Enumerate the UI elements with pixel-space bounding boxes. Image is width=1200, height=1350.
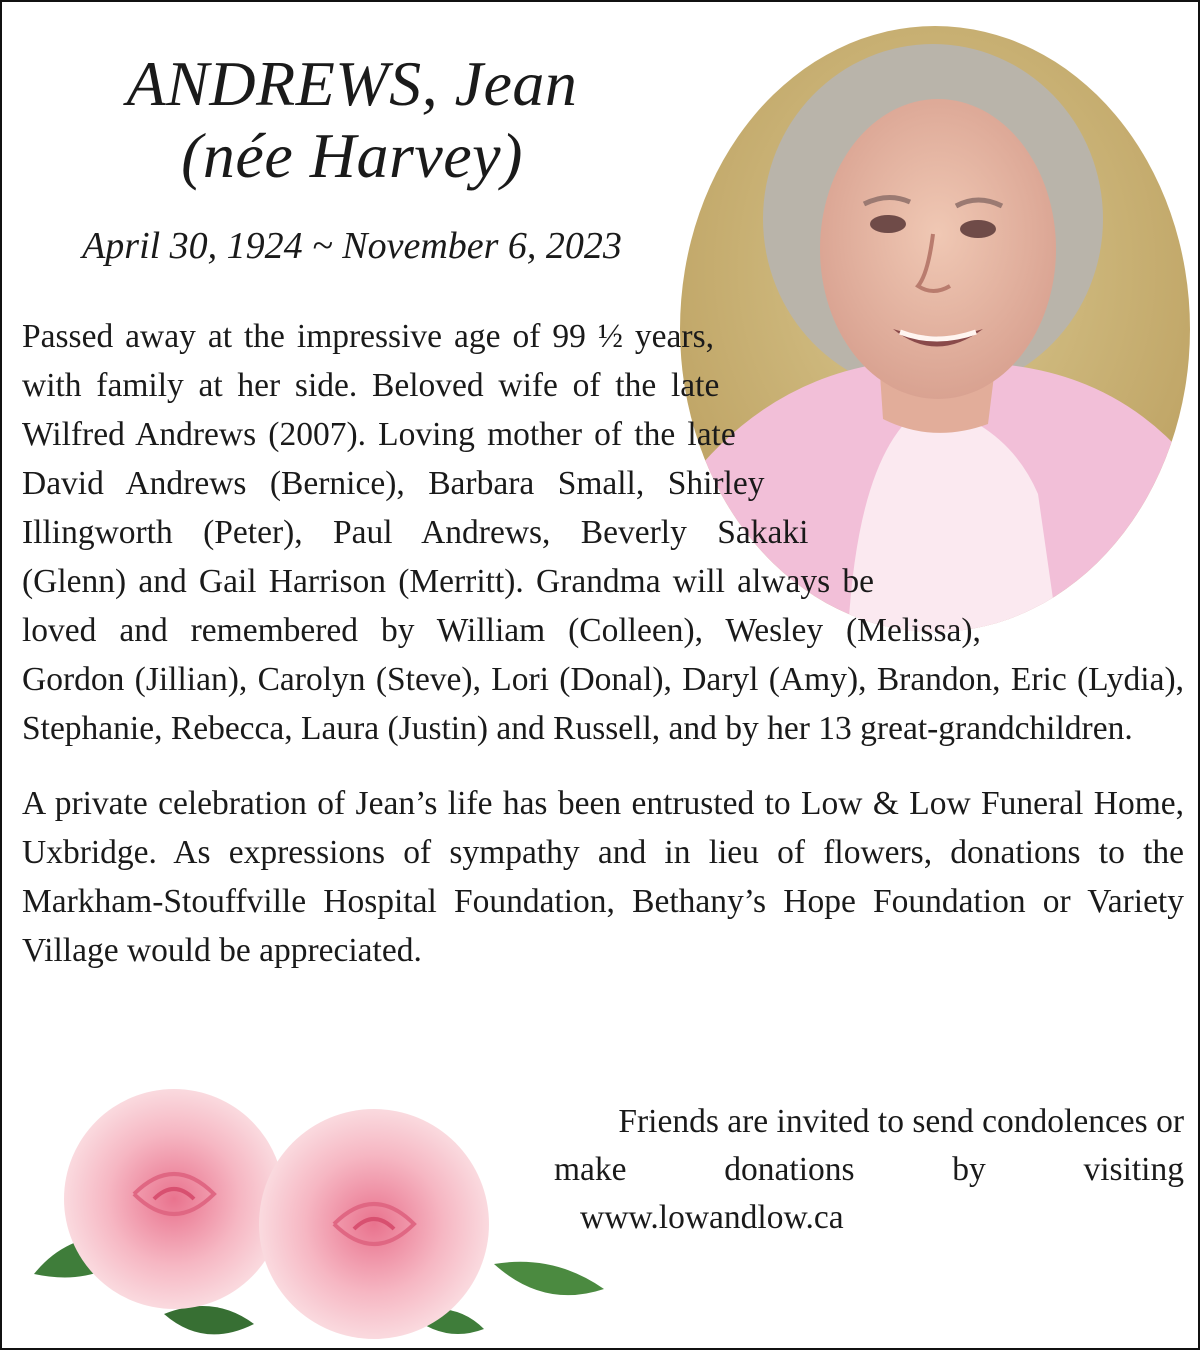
donations-line: make donations by visiting [554,1151,1184,1188]
obituary-paragraph-family: Passed away at the impressive age of 99 ½ years, with family at her side. Beloved wife of the late Wilfred Andrews (2007). Loving mother of the late David Andrews (Bernice), Barbara Small, Shirley Illingworth (Peter), Paul Andrews, Beverly Sakaki (Glenn) and Gail Harrison (Merritt). Grandma will always be loved and remembered by William (Colleen), Wesley (Melissa), Gordon (Jillian), Carolyn (Steve), Lori (Donal), Daryl (Amy), Brandon, Eric (Lydia), Stephanie, Rebecca, Laura (Justin) and Russell, and by her 13 great-grandchildren. [22,318,1184,747]
obituary-text [22,312,1184,1001]
website-link[interactable]: www.lowandlow.ca [580,1199,844,1236]
maiden-name: (née Harvey) [181,120,523,191]
condolences-info [472,1098,1184,1242]
obituary-paragraph-arrangements: A private celebration of Jean’s life has been entrusted to Low & Low Funeral Home, Uxbridge. As expressions of sympathy and in lieu of flowers, donations to the Markham-Stouffville Hospital Foundation, Bethany’s Hope Foundation or Variety Village would be appreciated. [22,785,1184,969]
name-line: ANDREWS, Jean [126,48,578,119]
condolences-line: Friends are invited to send condolences or [618,1103,1184,1140]
deceased-name [42,48,662,192]
life-dates: April 30, 1924 ~ November 6, 2023 [82,225,622,267]
